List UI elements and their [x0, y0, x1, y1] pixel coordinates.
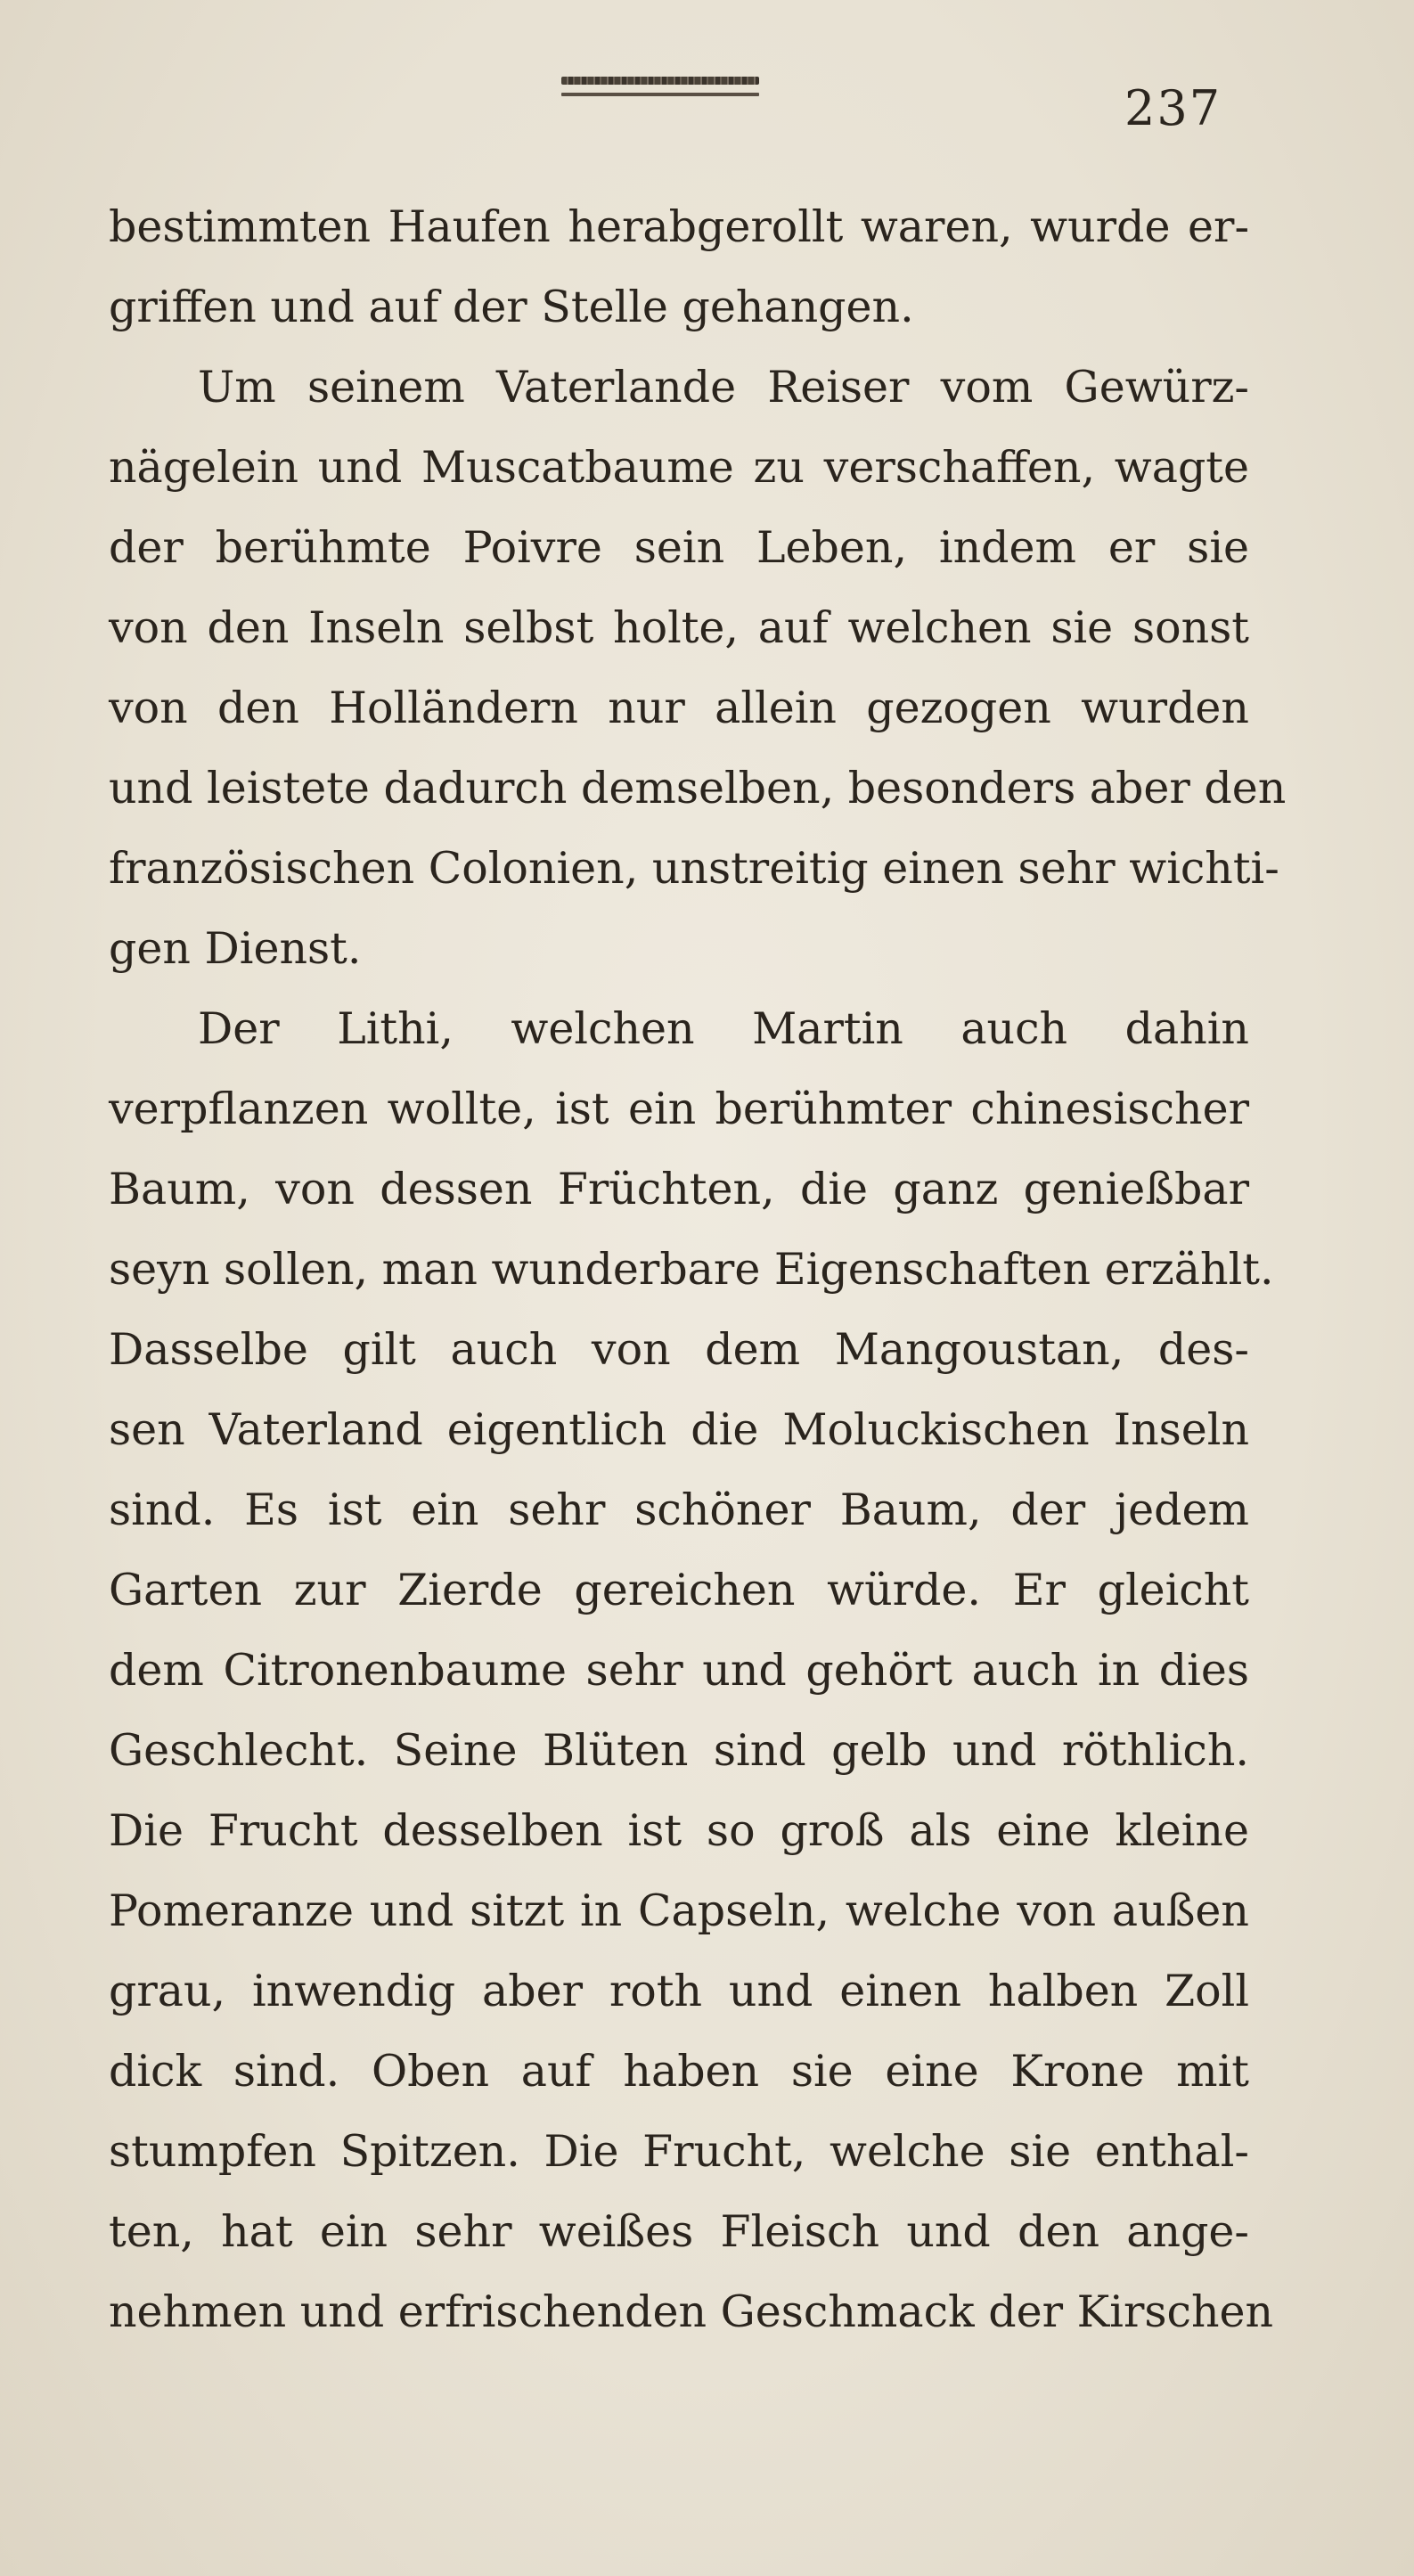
text-line: grau, inwendig aber roth und einen halben Zoll [109, 1966, 1249, 2016]
text-line: französischen Colonien, unstreitig einen sehr wichti- [109, 843, 1279, 894]
text-line: Dasselbe gilt auch von dem Mangoustan, des- [109, 1324, 1249, 1375]
text-line: stumpfen Spitzen. Die Frucht, welche sie enthal- [109, 2126, 1249, 2177]
page-number: 237 [1124, 80, 1222, 136]
text-line: griffen und auf der Stelle gehangen. [109, 282, 914, 332]
text-line: Um seinem Vaterlande Reiser vom Gewürz- [198, 362, 1249, 413]
text-line: bestimmten Haufen herabgerollt waren, wurde er- [109, 201, 1249, 252]
text-line: nehmen und erfrischenden Geschmack der Kirschen [109, 2286, 1274, 2337]
text-line: Baum, von dessen Früchten, die ganz genießbar [109, 1164, 1249, 1214]
ornament-band [561, 77, 759, 85]
text-line: gen Dienst. [109, 923, 362, 974]
text-line: Geschlecht. Seine Blüten sind gelb und röthlich. [109, 1725, 1249, 1776]
text-line: dem Citronenbaume sehr und gehört auch in dies [109, 1645, 1249, 1696]
text-line: Die Frucht desselben ist so groß als eine kleine [109, 1805, 1249, 1856]
text-line: von den Holländern nur allein gezogen wurden [109, 683, 1249, 733]
text-line: verpflanzen wollte, ist ein berühmter chinesischer [109, 1084, 1249, 1134]
text-line: dick sind. Oben auf haben sie eine Krone mit [109, 2046, 1249, 2097]
text-line: von den Inseln selbst holte, auf welchen sie sonst [109, 602, 1249, 653]
text-line: der berühmte Poivre sein Leben, indem er sie [109, 522, 1249, 573]
header-ornament [561, 73, 759, 103]
text-line: Pomeranze und sitzt in Capseln, welche von außen [109, 1885, 1249, 1936]
text-line: Garten zur Zierde gereichen würde. Er gleicht [109, 1565, 1249, 1615]
text-line: sen Vaterland eigentlich die Moluckischen Inseln [109, 1404, 1249, 1455]
text-line: nägelein und Muscatbaume zu verschaffen, wagte [109, 442, 1249, 493]
text-line: ten, hat ein sehr weißes Fleisch und den ange- [109, 2206, 1249, 2257]
text-line: Der Lithi, welchen Martin auch dahin [198, 1003, 1249, 1054]
text-line: sind. Es ist ein sehr schöner Baum, der jedem [109, 1484, 1249, 1535]
text-line: und leistete dadurch demselben, besonders aber den [109, 763, 1287, 814]
text-line: seyn sollen, man wunderbare Eigenschaften erzählt. [109, 1244, 1274, 1295]
ornament-rule [561, 93, 759, 96]
